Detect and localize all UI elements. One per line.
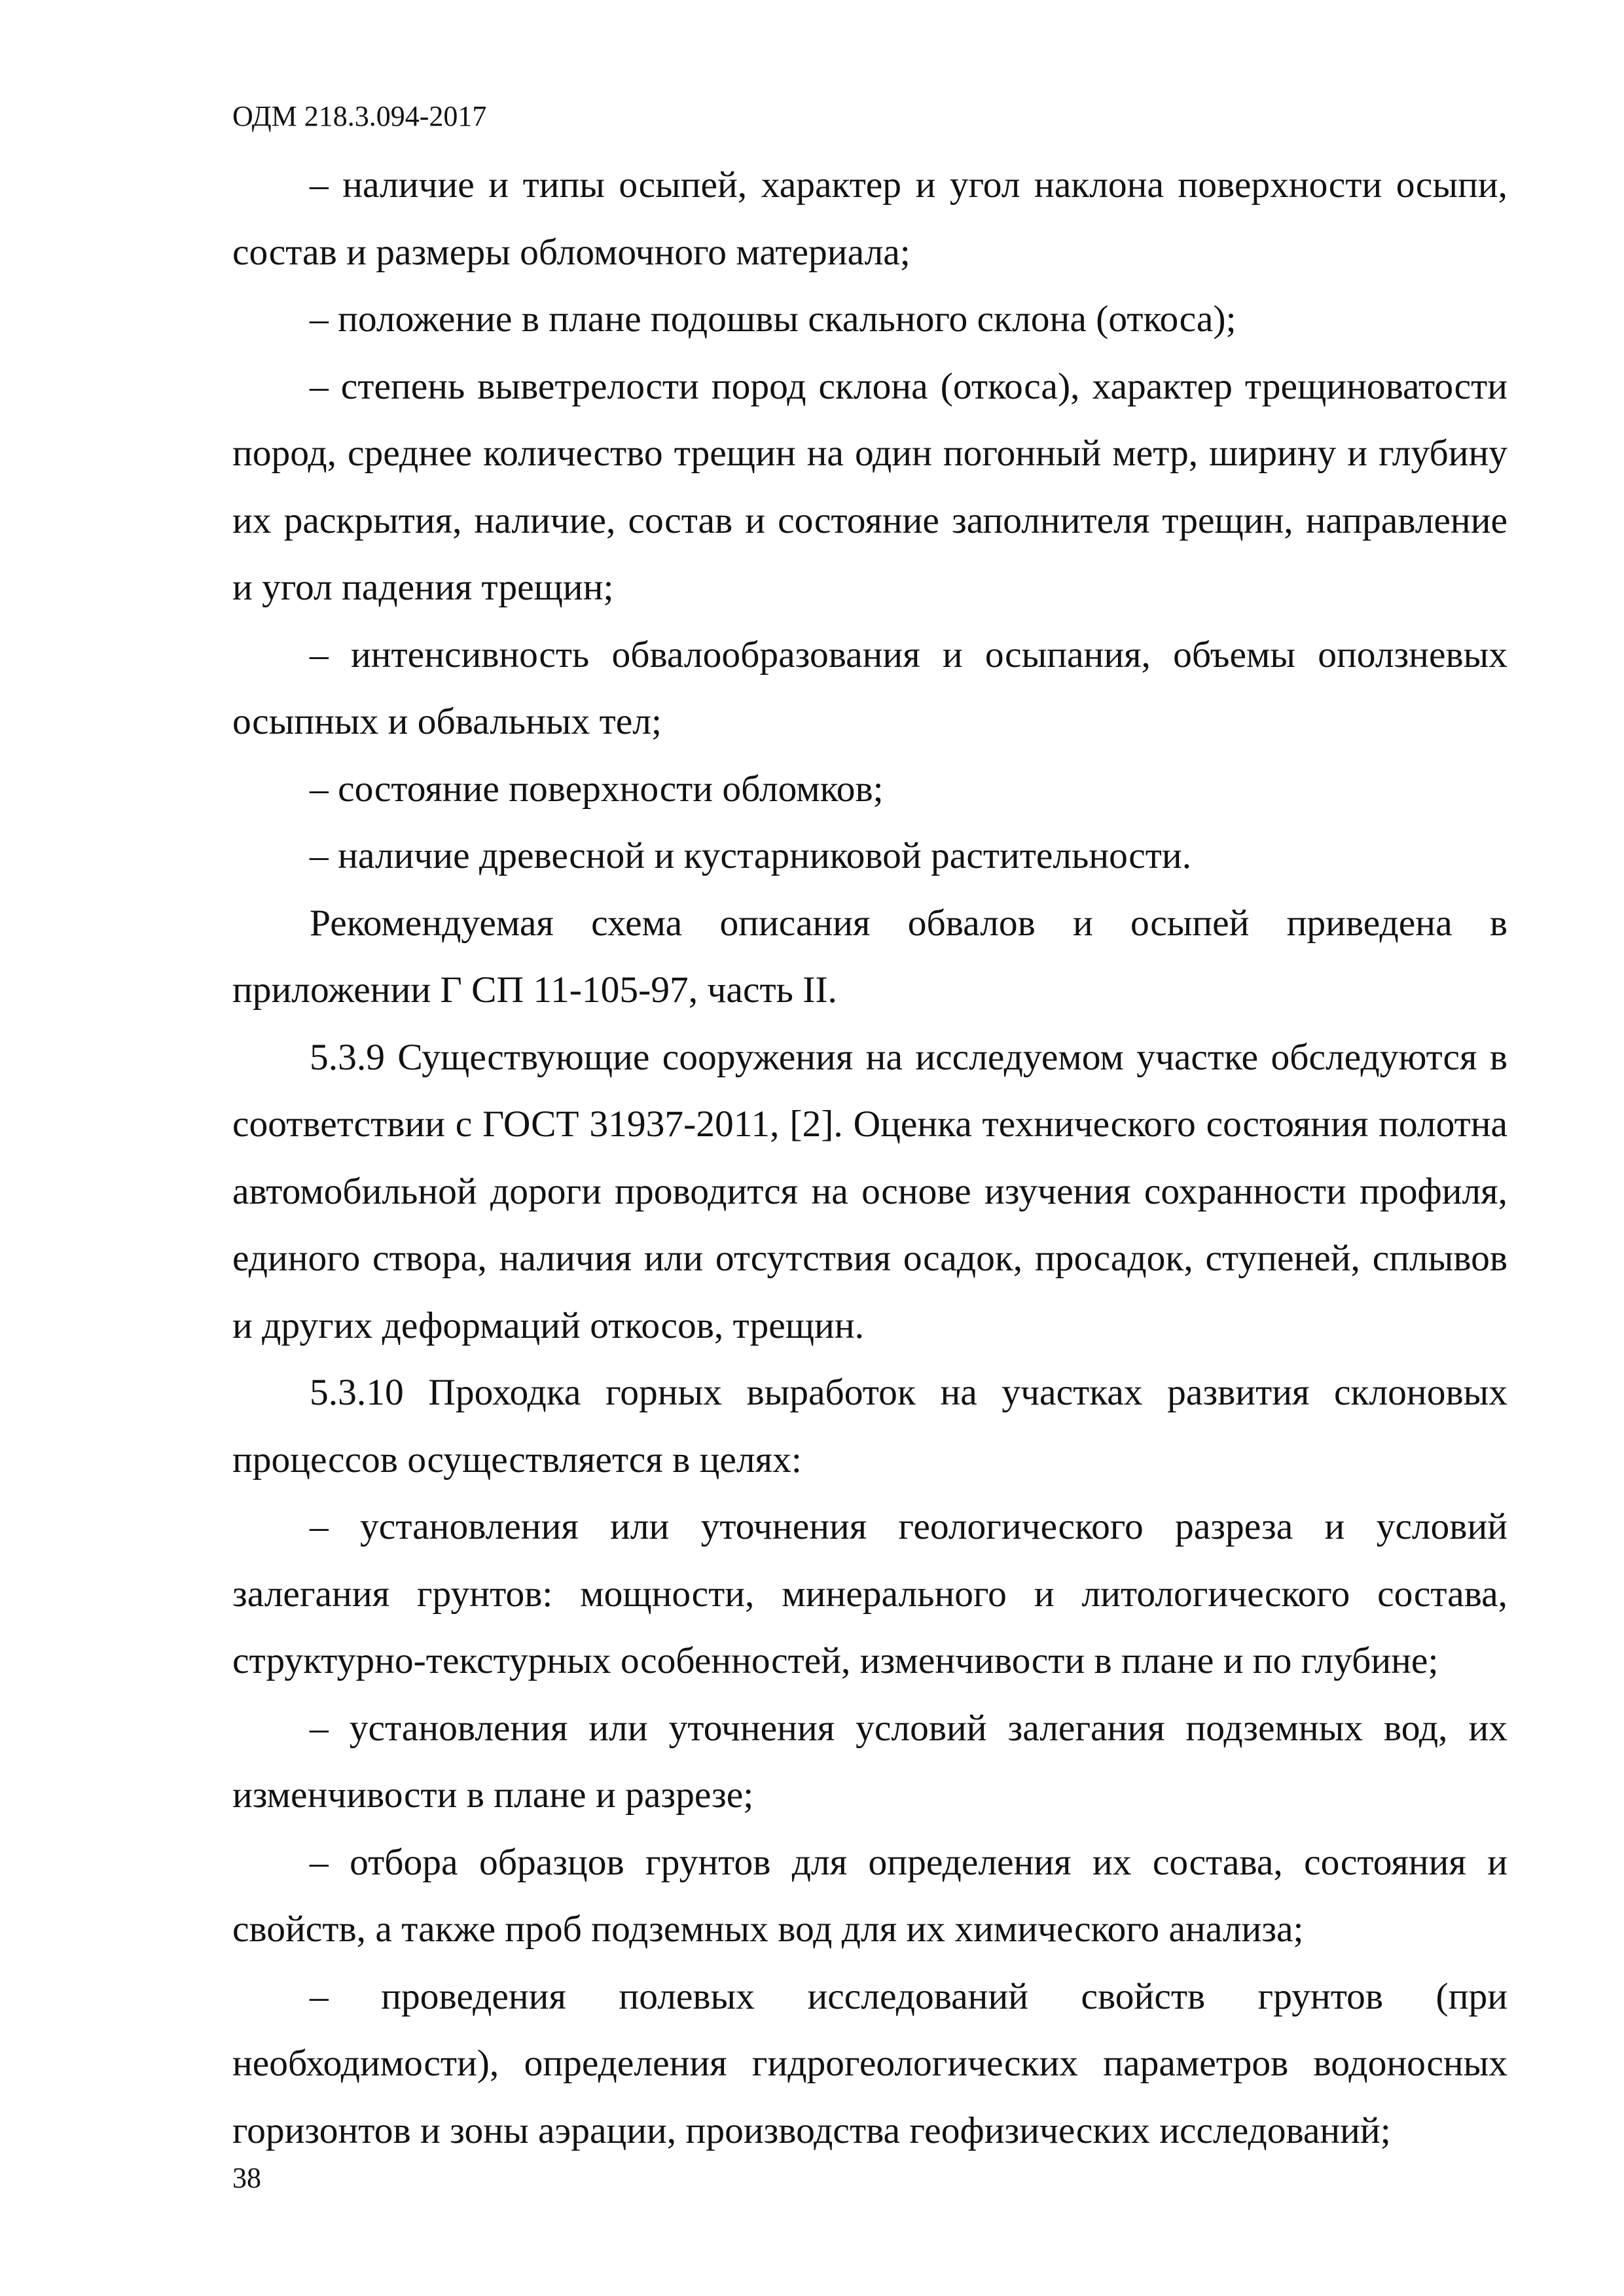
paragraph: – установления или уточнения условий залегания подземных вод, их изменчивости в плане и разрезе; [232, 1707, 1507, 1816]
paragraph: – наличие и типы осыпей, характер и угол наклона поверхности осыпи, состав и размеры обломочного материала; [232, 164, 1507, 273]
section-5-3-10-paragraph: 5.3.10 Проходка горных выработок на участках развития склоновых процессов осуществляется в целях: [232, 1372, 1507, 1480]
paragraph: – отбора образцов грунтов для определения их состава, состояния и свойств, а также проб подземных вод для их химического анализа; [232, 1841, 1507, 1950]
paragraph: Рекомендуемая схема описания обвалов и осыпей приведена в приложении Г СП 11-105-97, часть II. [232, 902, 1507, 1011]
paragraph: – интенсивность обвалообразования и осыпания, объемы оползневых осыпных и обвальных тел; [232, 634, 1507, 742]
section-5-3-9-paragraph: 5.3.9 Существующие сооружения на исследуемом участке обследуются в соответствии с ГОСТ 31937-2011, [2]. Оценка технического состояния полотна автомобильной дороги проводится на основе изучения сохранности профиля, единого створа, наличия или отсутствия осадок, просадок, ступеней, сплывов и других деформаций откосов, трещин. [232, 1036, 1507, 1346]
document-code-header: ОДМ 218.3.094-2017 [232, 100, 487, 132]
paragraph: – положение в плане подошвы скального склона (откоса); [310, 298, 1236, 340]
page-number: 38 [232, 2162, 261, 2194]
paragraph: – проведения полевых исследований свойств грунтов (при необходимости), определения гидрогеологических параметров водоносных горизонтов и зоны аэрации, производства геофизических исследований; [232, 1975, 1507, 2151]
document-body [232, 152, 1507, 2164]
paragraph: – состояние поверхности обломков; [310, 768, 884, 810]
paragraph: – наличие древесной и кустарниковой растительности. [310, 835, 1192, 876]
paragraph: – степень выветрелости пород склона (откоса), характер трещиноватости пород, среднее количество трещин на один погонный метр, ширину и глубину их раскрытия, наличие, состав и состояние заполнителя трещин, направление и угол падения трещин; [232, 365, 1507, 608]
paragraph: – установления или уточнения геологического разреза и условий залегания грунтов: мощности, минерального и литологического состава, структурно-текстурных особенностей, изменчивости в плане и по глубине; [232, 1506, 1507, 1681]
